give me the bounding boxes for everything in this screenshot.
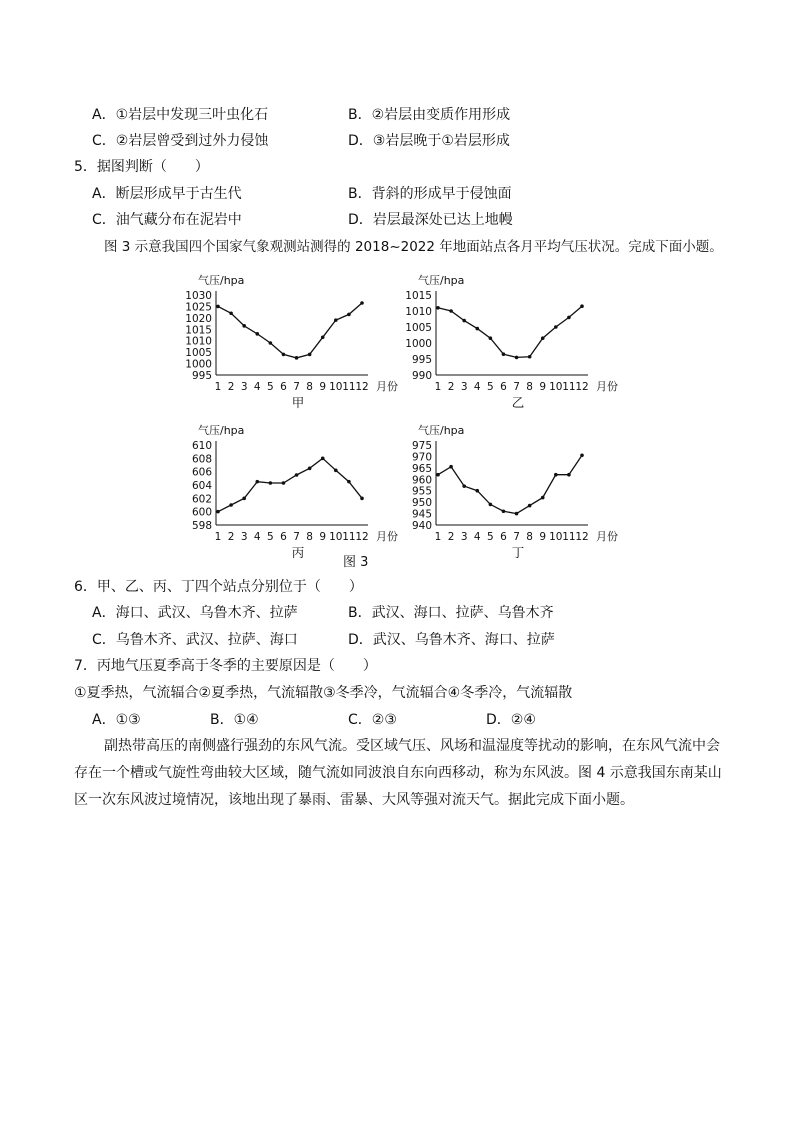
data-point [554, 473, 558, 477]
chart-title: 丁 [511, 545, 525, 560]
x-tick-label: 3 [240, 381, 248, 393]
data-point [282, 481, 286, 485]
data-point [489, 503, 493, 507]
chart-jia [178, 268, 418, 418]
data-point [334, 318, 338, 322]
q7-option-a: A．①③ [92, 712, 141, 728]
y-tick-label: 606 [191, 466, 212, 479]
x-tick-label: 1 [214, 381, 222, 393]
x-tick-label: 2 [447, 531, 455, 543]
y-tick-label: 960 [411, 474, 432, 487]
x-tick-label: 5 [487, 531, 494, 543]
data-point [580, 304, 584, 308]
y-axis-label: 气压/hpa [198, 274, 245, 287]
x-tick-label: 11 [342, 381, 356, 393]
data-point [308, 467, 312, 471]
y-tick-label: 1000 [405, 338, 432, 350]
y-tick-label: 970 [411, 451, 432, 464]
x-tick-label: 6 [280, 381, 287, 393]
chart-yi [398, 268, 638, 418]
y-tick-label: 1025 [185, 301, 212, 314]
series-line [438, 306, 582, 357]
x-tick-label: 2 [447, 381, 455, 393]
x-tick-label: 1 [434, 531, 442, 543]
x-tick-label: 7 [293, 381, 300, 393]
x-tick-label: 6 [280, 531, 287, 543]
x-tick-label: 7 [293, 531, 300, 543]
x-tick-label: 12 [355, 531, 369, 543]
data-point [242, 324, 246, 328]
y-tick-label: 975 [411, 440, 432, 452]
data-point [489, 336, 493, 340]
x-tick-label: 11 [562, 531, 576, 543]
data-point [449, 309, 453, 313]
data-point [475, 489, 479, 493]
data-point [255, 332, 259, 336]
data-point [360, 301, 364, 305]
x-tick-label: 5 [487, 381, 494, 393]
x-tick-label: 3 [460, 531, 468, 543]
y-axis-label: 气压/hpa [198, 424, 245, 437]
x-tick-label: 1 [434, 381, 442, 393]
y-tick-label: 1015 [405, 290, 432, 302]
data-point [269, 481, 273, 485]
data-point [462, 319, 466, 323]
x-tick-label: 10 [329, 531, 343, 543]
data-point [295, 473, 299, 477]
data-point [360, 497, 364, 501]
data-point [229, 503, 233, 507]
data-point [295, 356, 299, 360]
x-tick-label: 5 [267, 381, 274, 393]
q7-option-b: B．①④ [210, 712, 259, 728]
q6-option-d: D．武汉、乌鲁木齐、海口、拉萨 [348, 632, 555, 648]
y-tick-label: 604 [191, 480, 212, 492]
x-tick-label: 9 [319, 531, 327, 543]
data-point [216, 510, 220, 514]
x-tick-label: 7 [513, 531, 520, 543]
y-tick-label: 610 [191, 440, 212, 452]
data-point [269, 341, 273, 345]
x-tick-label: 11 [562, 381, 576, 393]
y-tick-label: 995 [411, 354, 432, 366]
data-point [502, 352, 506, 356]
q7-option-d: D．②④ [486, 712, 536, 728]
x-tick-label: 4 [473, 531, 481, 543]
data-point [216, 305, 220, 309]
data-point [515, 512, 519, 516]
data-point [541, 336, 545, 340]
y-tick-label: 965 [411, 462, 432, 475]
y-tick-label: 1005 [405, 322, 432, 334]
chart-bing [178, 418, 418, 568]
y-axis-label: 气压/hpa [418, 274, 465, 287]
y-tick-label: 608 [191, 453, 212, 466]
data-point [347, 313, 351, 317]
q6-option-a: A．海口、武汉、乌鲁木齐、拉萨 [92, 605, 298, 621]
x-tick-label: 7 [513, 381, 520, 393]
x-tick-label: 4 [253, 531, 261, 543]
q7-option-c: C．②③ [348, 712, 397, 728]
data-point [554, 325, 558, 329]
x-tick-label: 12 [355, 381, 369, 393]
x-tick-label: 8 [526, 531, 533, 543]
q7-statements: ①夏季热，气流辐合②夏季热，气流辐散③冬季冷，气流辐合④冬季冷，气流辐散 [74, 685, 573, 701]
x-tick-label: 10 [549, 381, 563, 393]
x-tick-label: 6 [500, 531, 507, 543]
x-tick-label: 12 [575, 531, 589, 543]
y-tick-label: 598 [191, 520, 212, 532]
y-tick-label: 990 [411, 370, 432, 382]
data-point [229, 311, 233, 315]
x-tick-label: 10 [329, 381, 343, 393]
x-axis-label: 月份 [376, 380, 398, 393]
data-point [242, 497, 246, 501]
fig4-intro-line3: 区一次东风波过境情况，该地出现了暴雨、雷暴、大风等强对流天气。据此完成下面小题。 [74, 792, 634, 808]
q6-stem: 6．甲、乙、丙、丁四个站点分别位于（ ） [74, 579, 363, 595]
x-tick-label: 8 [306, 381, 313, 393]
y-tick-label: 1005 [185, 347, 212, 360]
data-point [528, 355, 532, 359]
figure-caption: 图 3 [343, 555, 369, 570]
q5-option-b: B．背斜的形成早于侵蚀面 [348, 186, 512, 202]
data-point [282, 353, 286, 357]
q4-option-c: C．②岩层曾受到过外力侵蚀 [92, 133, 269, 149]
q4-option-d: D．③岩层晚于①岩层形成 [348, 133, 510, 149]
q7-stem: 7．丙地气压夏季高于冬季的主要原因是（ ） [74, 658, 377, 674]
y-axis-label: 气压/hpa [418, 424, 465, 437]
data-point [321, 457, 325, 461]
data-point [436, 306, 440, 310]
q5-option-a: A．断层形成早于古生代 [92, 186, 242, 202]
chart-title: 甲 [291, 395, 305, 410]
data-point [347, 480, 351, 484]
x-tick-label: 9 [319, 381, 327, 393]
q4-option-a: A．①岩层中发现三叶虫化石 [92, 107, 269, 123]
x-tick-label: 9 [539, 381, 547, 393]
x-tick-label: 2 [227, 531, 235, 543]
x-axis-label: 月份 [596, 380, 618, 393]
q5-option-d: D．岩层最深处已达上地幔 [348, 212, 513, 228]
x-tick-label: 1 [214, 531, 222, 543]
x-tick-label: 10 [549, 531, 563, 543]
data-point [308, 353, 312, 357]
y-tick-label: 940 [411, 520, 432, 532]
y-tick-label: 1030 [185, 290, 212, 302]
x-tick-label: 3 [240, 531, 248, 543]
x-tick-label: 6 [500, 381, 507, 393]
data-point [567, 473, 571, 477]
x-tick-label: 9 [539, 531, 547, 543]
y-tick-label: 602 [191, 493, 212, 506]
data-point [475, 327, 479, 331]
data-point [321, 335, 325, 339]
data-point [580, 453, 584, 457]
fig3-intro: 图 3 示意我国四个国家气象观测站测得的 2018~2022 年地面站点各月平均气压状况。完成下面小题。 [104, 239, 723, 255]
data-point [436, 473, 440, 477]
series-line [438, 455, 582, 513]
q6-option-b: B．武汉、海口、拉萨、乌鲁木齐 [348, 605, 554, 621]
data-point [541, 496, 545, 500]
x-tick-label: 2 [227, 381, 235, 393]
q5-stem: 5．据图判断（ ） [74, 159, 209, 175]
chart-ding [398, 418, 638, 568]
series-line [218, 303, 362, 358]
y-tick-label: 995 [191, 370, 212, 382]
x-tick-label: 8 [526, 381, 533, 393]
x-axis-label: 月份 [376, 530, 398, 543]
y-tick-label: 955 [411, 485, 432, 498]
data-point [502, 509, 506, 513]
data-point [449, 465, 453, 469]
x-tick-label: 5 [267, 531, 274, 543]
x-tick-label: 4 [253, 381, 261, 393]
data-point [462, 484, 466, 488]
data-point [334, 469, 338, 473]
q5-option-c: C．油气藏分布在泥岩中 [92, 212, 242, 228]
x-axis-label: 月份 [596, 530, 618, 543]
x-tick-label: 4 [473, 381, 481, 393]
y-tick-label: 1015 [185, 324, 212, 337]
y-tick-label: 1020 [185, 312, 212, 325]
x-tick-label: 12 [575, 381, 589, 393]
data-point [528, 504, 532, 508]
x-tick-label: 11 [342, 531, 356, 543]
data-point [567, 316, 571, 320]
q6-option-c: C．乌鲁木齐、武汉、拉萨、海口 [92, 632, 298, 648]
fig4-intro-line1: 副热带高压的南侧盛行强劲的东风气流。受区域气压、风场和温湿度等扰动的影响，在东风气流中会 [104, 738, 720, 754]
y-tick-label: 1010 [185, 335, 212, 348]
x-tick-label: 8 [306, 531, 313, 543]
q4-option-b: B．②岩层由变质作用形成 [348, 107, 511, 123]
y-tick-label: 1010 [405, 306, 432, 318]
data-point [255, 480, 259, 484]
series-line [218, 458, 362, 511]
fig4-intro-line2: 存在一个槽或气旋性弯曲较大区域，随气流如同波浪自东向西移动，称为东风波。图 4 示意我国东南某山 [74, 765, 722, 781]
y-tick-label: 950 [411, 497, 432, 510]
chart-title: 乙 [511, 395, 525, 410]
x-tick-label: 3 [460, 381, 468, 393]
data-point [515, 356, 519, 360]
chart-title: 丙 [291, 545, 305, 560]
y-tick-label: 600 [191, 506, 212, 519]
y-tick-label: 1000 [185, 358, 212, 371]
y-tick-label: 945 [411, 508, 432, 521]
